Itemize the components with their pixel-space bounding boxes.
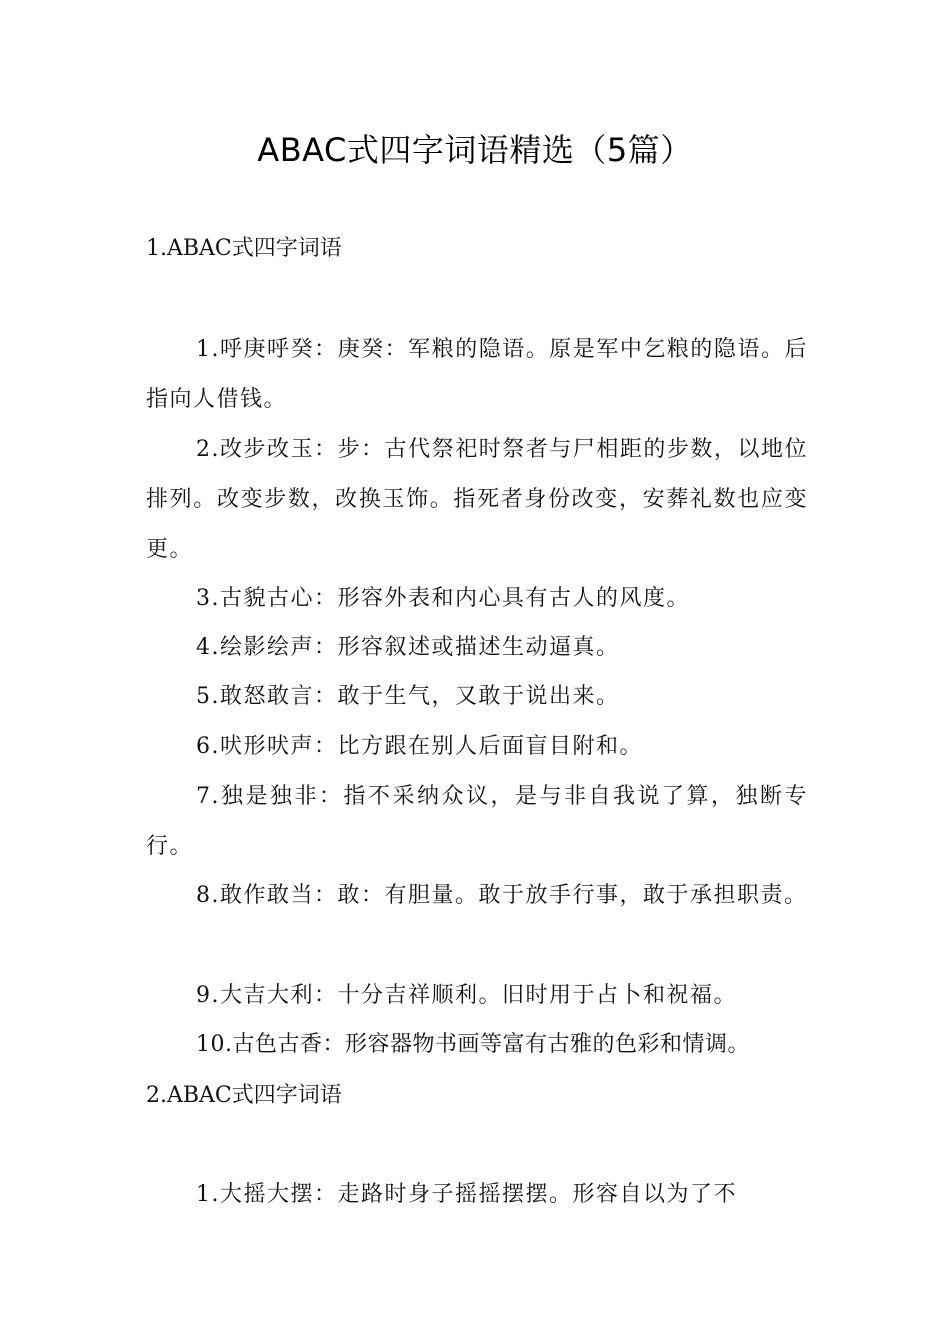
section-heading: 1.ABAC式四字词语 bbox=[146, 236, 342, 261]
list-item: 6.吠形吠声：比方跟在别人后面盲目附和。 bbox=[196, 734, 643, 759]
list-item: 3.古貌古心：形容外表和内心具有古人的风度。 bbox=[196, 586, 690, 611]
list-item: 4.绘影绘声：形容叙述或描述生动逼真。 bbox=[196, 635, 620, 660]
list-item: 1.大摇大摆：走路时身子摇摇摆摆。形容自以为了不 bbox=[196, 1182, 737, 1207]
list-item: 7.独是独非：指不采纳众议，是与非自我说了算，独断专行。 bbox=[146, 784, 808, 859]
list-item: 5.敢怒敢言：敢于生气，又敢于说出来。 bbox=[196, 684, 620, 709]
list-item: 2.改步改玉：步：古代祭祀时祭者与尸相距的步数，以地位排列。改变步数，改换玉饰。指死者身份改变，安葬礼数也应变更。 bbox=[146, 437, 808, 562]
list-item: 8.敢作敢当：敢：有胆量。敢于放手行事，敢于承担职责。 bbox=[196, 883, 808, 908]
section-heading: 2.ABAC式四字词语 bbox=[146, 1083, 342, 1108]
document-title: ABAC式四字词语精选（5篇） bbox=[257, 131, 693, 169]
list-item: 10.古色古香：形容器物书画等富有古雅的色彩和情调。 bbox=[196, 1032, 750, 1057]
list-item: 1.呼庚呼癸：庚癸：军粮的隐语。原是军中乞粮的隐语。后指向人借钱。 bbox=[146, 337, 808, 412]
list-item: 9.大吉大利：十分吉祥顺利。旧时用于占卜和祝福。 bbox=[196, 983, 737, 1008]
